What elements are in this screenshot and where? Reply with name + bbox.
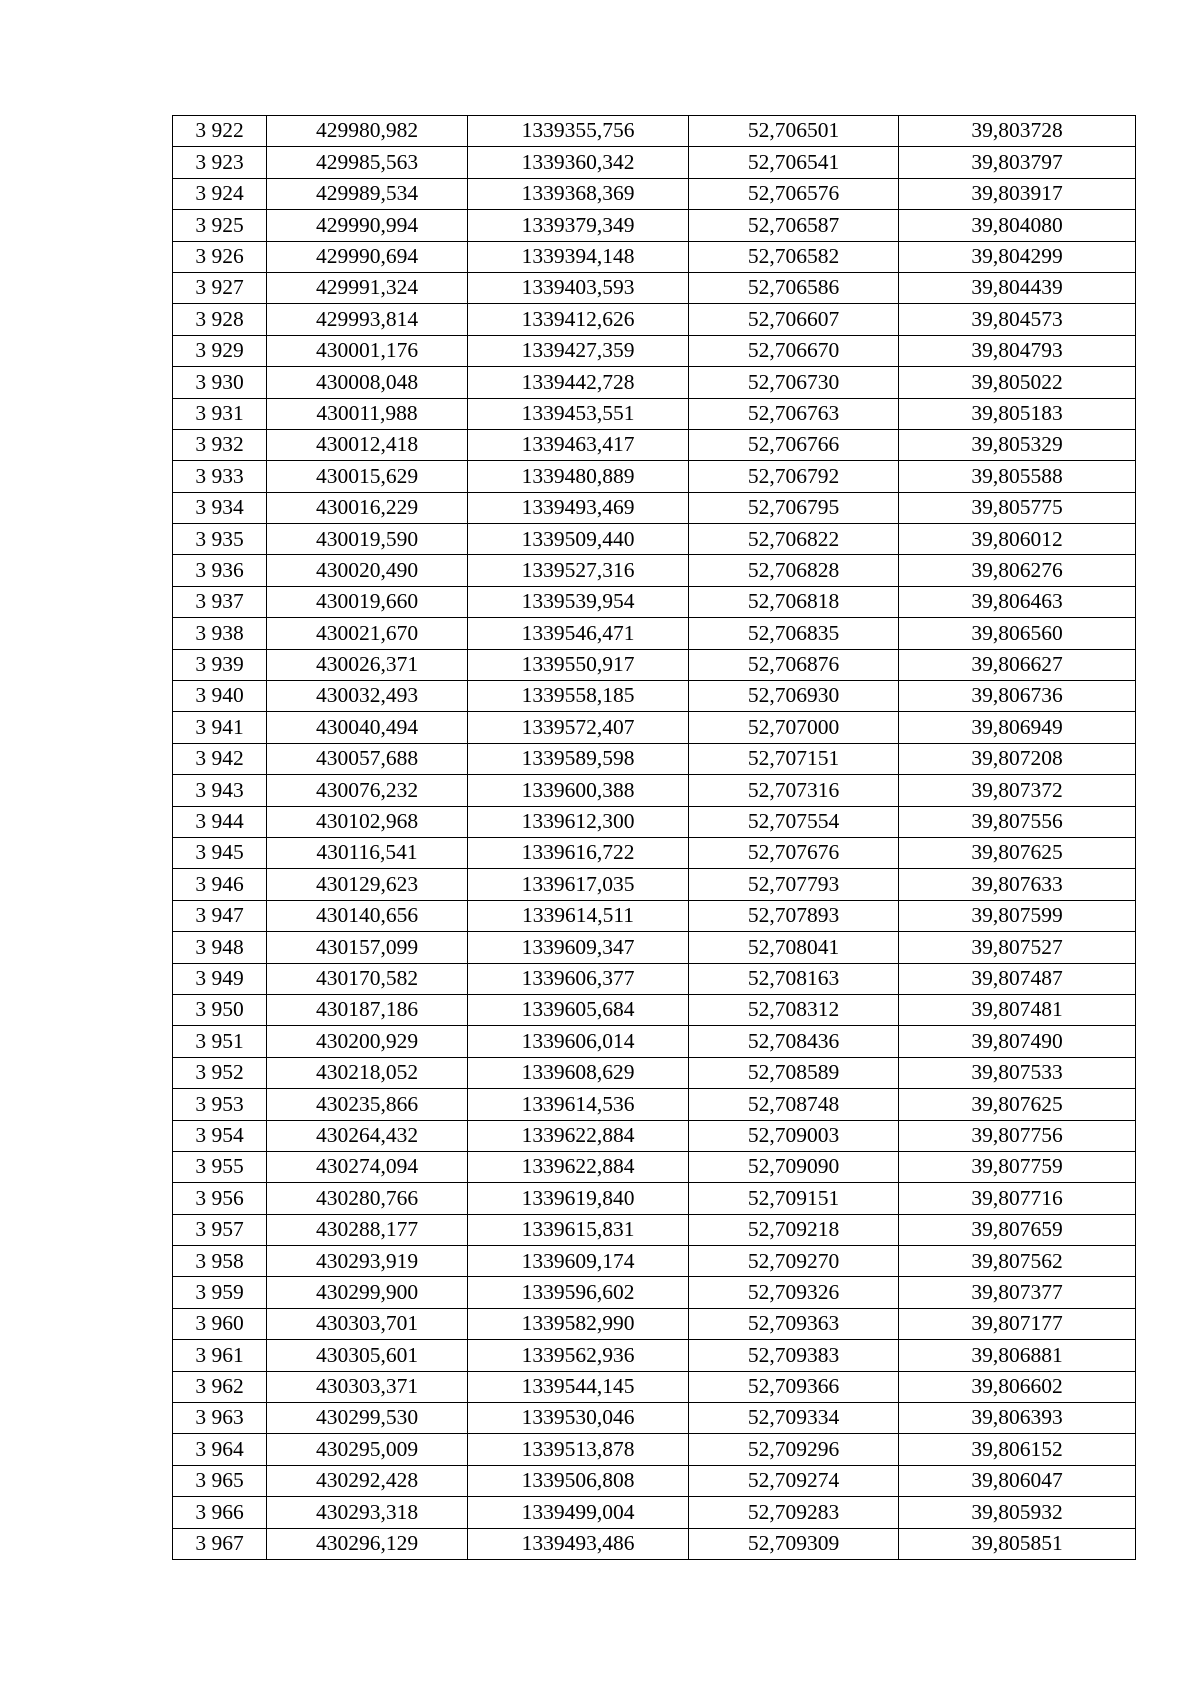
y-coordinate-cell: 1339612,300 — [468, 806, 689, 837]
latitude-cell: 52,709296 — [689, 1434, 899, 1465]
longitude-cell: 39,805851 — [899, 1528, 1136, 1559]
latitude-cell: 52,709090 — [689, 1151, 899, 1182]
longitude-cell: 39,807208 — [899, 743, 1136, 774]
latitude-cell: 52,709326 — [689, 1277, 899, 1308]
y-coordinate-cell: 1339544,145 — [468, 1371, 689, 1402]
y-coordinate-cell: 1339453,551 — [468, 398, 689, 429]
latitude-cell: 52,709003 — [689, 1120, 899, 1151]
x-coordinate-cell: 429985,563 — [267, 147, 468, 178]
x-coordinate-cell: 430264,432 — [267, 1120, 468, 1151]
latitude-cell: 52,708041 — [689, 932, 899, 963]
table-row — [173, 1434, 1136, 1465]
longitude-cell: 39,806736 — [899, 681, 1136, 712]
longitude-cell: 39,806881 — [899, 1340, 1136, 1371]
longitude-cell: 39,804080 — [899, 210, 1136, 241]
table-row — [173, 1214, 1136, 1245]
table-row — [173, 963, 1136, 994]
latitude-cell: 52,706607 — [689, 304, 899, 335]
longitude-cell: 39,807716 — [899, 1183, 1136, 1214]
point-number-cell: 3 958 — [173, 1246, 267, 1277]
latitude-cell: 52,706930 — [689, 681, 899, 712]
latitude-cell: 52,709334 — [689, 1403, 899, 1434]
longitude-cell: 39,803728 — [899, 116, 1136, 147]
point-number-cell: 3 957 — [173, 1214, 267, 1245]
x-coordinate-cell: 430057,688 — [267, 743, 468, 774]
latitude-cell: 52,706795 — [689, 492, 899, 523]
point-number-cell: 3 948 — [173, 932, 267, 963]
latitude-cell: 52,706876 — [689, 649, 899, 680]
point-number-cell: 3 942 — [173, 743, 267, 774]
y-coordinate-cell: 1339493,486 — [468, 1528, 689, 1559]
y-coordinate-cell: 1339622,884 — [468, 1151, 689, 1182]
longitude-cell: 39,806602 — [899, 1371, 1136, 1402]
table-row — [173, 272, 1136, 303]
longitude-cell: 39,807487 — [899, 963, 1136, 994]
longitude-cell: 39,807562 — [899, 1246, 1136, 1277]
table-row — [173, 1057, 1136, 1088]
longitude-cell: 39,805932 — [899, 1497, 1136, 1528]
longitude-cell: 39,807481 — [899, 994, 1136, 1025]
y-coordinate-cell: 1339582,990 — [468, 1308, 689, 1339]
table-row — [173, 116, 1136, 147]
point-number-cell: 3 961 — [173, 1340, 267, 1371]
longitude-cell: 39,807759 — [899, 1151, 1136, 1182]
table-row — [173, 1026, 1136, 1057]
table-row — [173, 492, 1136, 523]
y-coordinate-cell: 1339394,148 — [468, 241, 689, 272]
x-coordinate-cell: 429990,994 — [267, 210, 468, 241]
table-row — [173, 367, 1136, 398]
longitude-cell: 39,806276 — [899, 555, 1136, 586]
y-coordinate-cell: 1339609,347 — [468, 932, 689, 963]
x-coordinate-cell: 430170,582 — [267, 963, 468, 994]
longitude-cell: 39,805588 — [899, 461, 1136, 492]
longitude-cell: 39,803917 — [899, 178, 1136, 209]
y-coordinate-cell: 1339379,349 — [468, 210, 689, 241]
longitude-cell: 39,807372 — [899, 775, 1136, 806]
latitude-cell: 52,706835 — [689, 618, 899, 649]
table-row — [173, 1277, 1136, 1308]
table-row — [173, 241, 1136, 272]
x-coordinate-cell: 430140,656 — [267, 900, 468, 931]
point-number-cell: 3 934 — [173, 492, 267, 523]
table-row — [173, 618, 1136, 649]
point-number-cell: 3 960 — [173, 1308, 267, 1339]
point-number-cell: 3 952 — [173, 1057, 267, 1088]
y-coordinate-cell: 1339616,722 — [468, 837, 689, 868]
point-number-cell: 3 929 — [173, 335, 267, 366]
x-coordinate-cell: 430274,094 — [267, 1151, 468, 1182]
table-row — [173, 649, 1136, 680]
longitude-cell: 39,806949 — [899, 712, 1136, 743]
latitude-cell: 52,709270 — [689, 1246, 899, 1277]
x-coordinate-cell: 429990,694 — [267, 241, 468, 272]
y-coordinate-cell: 1339614,511 — [468, 900, 689, 931]
y-coordinate-cell: 1339530,046 — [468, 1403, 689, 1434]
latitude-cell: 52,707554 — [689, 806, 899, 837]
point-number-cell: 3 943 — [173, 775, 267, 806]
x-coordinate-cell: 430303,701 — [267, 1308, 468, 1339]
x-coordinate-cell: 430280,766 — [267, 1183, 468, 1214]
y-coordinate-cell: 1339600,388 — [468, 775, 689, 806]
y-coordinate-cell: 1339493,469 — [468, 492, 689, 523]
latitude-cell: 52,707151 — [689, 743, 899, 774]
table-row — [173, 178, 1136, 209]
x-coordinate-cell: 430129,623 — [267, 869, 468, 900]
x-coordinate-cell: 430102,968 — [267, 806, 468, 837]
latitude-cell: 52,708436 — [689, 1026, 899, 1057]
point-number-cell: 3 949 — [173, 963, 267, 994]
x-coordinate-cell: 430288,177 — [267, 1214, 468, 1245]
table-row — [173, 1089, 1136, 1120]
point-number-cell: 3 947 — [173, 900, 267, 931]
table-row — [173, 712, 1136, 743]
longitude-cell: 39,807527 — [899, 932, 1136, 963]
point-number-cell: 3 940 — [173, 681, 267, 712]
y-coordinate-cell: 1339589,598 — [468, 743, 689, 774]
table-row — [173, 1528, 1136, 1559]
table-row — [173, 837, 1136, 868]
longitude-cell: 39,807490 — [899, 1026, 1136, 1057]
y-coordinate-cell: 1339558,185 — [468, 681, 689, 712]
point-number-cell: 3 936 — [173, 555, 267, 586]
point-number-cell: 3 945 — [173, 837, 267, 868]
x-coordinate-cell: 430008,048 — [267, 367, 468, 398]
x-coordinate-cell: 429991,324 — [267, 272, 468, 303]
point-number-cell: 3 925 — [173, 210, 267, 241]
y-coordinate-cell: 1339506,808 — [468, 1465, 689, 1496]
latitude-cell: 52,709283 — [689, 1497, 899, 1528]
longitude-cell: 39,807599 — [899, 900, 1136, 931]
longitude-cell: 39,805329 — [899, 429, 1136, 460]
x-coordinate-cell: 430293,919 — [267, 1246, 468, 1277]
table-row — [173, 1120, 1136, 1151]
longitude-cell: 39,806393 — [899, 1403, 1136, 1434]
latitude-cell: 52,706541 — [689, 147, 899, 178]
longitude-cell: 39,807756 — [899, 1120, 1136, 1151]
x-coordinate-cell: 430299,900 — [267, 1277, 468, 1308]
x-coordinate-cell: 430235,866 — [267, 1089, 468, 1120]
longitude-cell: 39,804299 — [899, 241, 1136, 272]
y-coordinate-cell: 1339617,035 — [468, 869, 689, 900]
point-number-cell: 3 967 — [173, 1528, 267, 1559]
longitude-cell: 39,804573 — [899, 304, 1136, 335]
table-row — [173, 429, 1136, 460]
y-coordinate-cell: 1339619,840 — [468, 1183, 689, 1214]
x-coordinate-cell: 430292,428 — [267, 1465, 468, 1496]
point-number-cell: 3 955 — [173, 1151, 267, 1182]
longitude-cell: 39,807633 — [899, 869, 1136, 900]
x-coordinate-cell: 430016,229 — [267, 492, 468, 523]
point-number-cell: 3 941 — [173, 712, 267, 743]
longitude-cell: 39,806047 — [899, 1465, 1136, 1496]
latitude-cell: 52,706763 — [689, 398, 899, 429]
x-coordinate-cell: 430021,670 — [267, 618, 468, 649]
latitude-cell: 52,708163 — [689, 963, 899, 994]
point-number-cell: 3 950 — [173, 994, 267, 1025]
latitude-cell: 52,709218 — [689, 1214, 899, 1245]
point-number-cell: 3 928 — [173, 304, 267, 335]
latitude-cell: 52,709383 — [689, 1340, 899, 1371]
latitude-cell: 52,707893 — [689, 900, 899, 931]
table-row — [173, 1308, 1136, 1339]
latitude-cell: 52,709151 — [689, 1183, 899, 1214]
y-coordinate-cell: 1339368,369 — [468, 178, 689, 209]
table-row — [173, 1403, 1136, 1434]
table-row — [173, 775, 1136, 806]
y-coordinate-cell: 1339572,407 — [468, 712, 689, 743]
x-coordinate-cell: 430218,052 — [267, 1057, 468, 1088]
latitude-cell: 52,706792 — [689, 461, 899, 492]
latitude-cell: 52,706766 — [689, 429, 899, 460]
table-row — [173, 743, 1136, 774]
x-coordinate-cell: 430200,929 — [267, 1026, 468, 1057]
y-coordinate-cell: 1339360,342 — [468, 147, 689, 178]
longitude-cell: 39,805022 — [899, 367, 1136, 398]
longitude-cell: 39,803797 — [899, 147, 1136, 178]
point-number-cell: 3 946 — [173, 869, 267, 900]
x-coordinate-cell: 430001,176 — [267, 335, 468, 366]
longitude-cell: 39,805183 — [899, 398, 1136, 429]
x-coordinate-cell: 429993,814 — [267, 304, 468, 335]
latitude-cell: 52,706730 — [689, 367, 899, 398]
y-coordinate-cell: 1339539,954 — [468, 586, 689, 617]
x-coordinate-cell: 430020,490 — [267, 555, 468, 586]
point-number-cell: 3 954 — [173, 1120, 267, 1151]
y-coordinate-cell: 1339615,831 — [468, 1214, 689, 1245]
table-row — [173, 461, 1136, 492]
latitude-cell: 52,709366 — [689, 1371, 899, 1402]
latitude-cell: 52,706587 — [689, 210, 899, 241]
point-number-cell: 3 939 — [173, 649, 267, 680]
table-row — [173, 147, 1136, 178]
table-row — [173, 932, 1136, 963]
point-number-cell: 3 923 — [173, 147, 267, 178]
y-coordinate-cell: 1339527,316 — [468, 555, 689, 586]
latitude-cell: 52,708748 — [689, 1089, 899, 1120]
latitude-cell: 52,707676 — [689, 837, 899, 868]
latitude-cell: 52,706576 — [689, 178, 899, 209]
latitude-cell: 52,706586 — [689, 272, 899, 303]
y-coordinate-cell: 1339596,602 — [468, 1277, 689, 1308]
table-row — [173, 1497, 1136, 1528]
x-coordinate-cell: 430015,629 — [267, 461, 468, 492]
latitude-cell: 52,706501 — [689, 116, 899, 147]
x-coordinate-cell: 430295,009 — [267, 1434, 468, 1465]
latitude-cell: 52,706670 — [689, 335, 899, 366]
coordinates-table — [172, 115, 1136, 1560]
longitude-cell: 39,807625 — [899, 1089, 1136, 1120]
table-row — [173, 869, 1136, 900]
point-number-cell: 3 935 — [173, 524, 267, 555]
x-coordinate-cell: 430076,232 — [267, 775, 468, 806]
latitude-cell: 52,706822 — [689, 524, 899, 555]
latitude-cell: 52,709309 — [689, 1528, 899, 1559]
y-coordinate-cell: 1339427,359 — [468, 335, 689, 366]
table-row — [173, 806, 1136, 837]
y-coordinate-cell: 1339606,014 — [468, 1026, 689, 1057]
x-coordinate-cell: 430012,418 — [267, 429, 468, 460]
longitude-cell: 39,807625 — [899, 837, 1136, 868]
table-row — [173, 555, 1136, 586]
latitude-cell: 52,707793 — [689, 869, 899, 900]
table-row — [173, 994, 1136, 1025]
y-coordinate-cell: 1339609,174 — [468, 1246, 689, 1277]
y-coordinate-cell: 1339480,889 — [468, 461, 689, 492]
y-coordinate-cell: 1339546,471 — [468, 618, 689, 649]
point-number-cell: 3 932 — [173, 429, 267, 460]
y-coordinate-cell: 1339442,728 — [468, 367, 689, 398]
longitude-cell: 39,804439 — [899, 272, 1136, 303]
x-coordinate-cell: 430116,541 — [267, 837, 468, 868]
x-coordinate-cell: 430026,371 — [267, 649, 468, 680]
table-row — [173, 1371, 1136, 1402]
x-coordinate-cell: 429980,982 — [267, 116, 468, 147]
point-number-cell: 3 951 — [173, 1026, 267, 1057]
point-number-cell: 3 938 — [173, 618, 267, 649]
x-coordinate-cell: 430296,129 — [267, 1528, 468, 1559]
latitude-cell: 52,706818 — [689, 586, 899, 617]
point-number-cell: 3 924 — [173, 178, 267, 209]
table-row — [173, 681, 1136, 712]
y-coordinate-cell: 1339412,626 — [468, 304, 689, 335]
table-row — [173, 1340, 1136, 1371]
longitude-cell: 39,807659 — [899, 1214, 1136, 1245]
longitude-cell: 39,805775 — [899, 492, 1136, 523]
y-coordinate-cell: 1339550,917 — [468, 649, 689, 680]
table-row — [173, 304, 1136, 335]
x-coordinate-cell: 430019,590 — [267, 524, 468, 555]
longitude-cell: 39,807377 — [899, 1277, 1136, 1308]
latitude-cell: 52,708312 — [689, 994, 899, 1025]
y-coordinate-cell: 1339608,629 — [468, 1057, 689, 1088]
x-coordinate-cell: 429989,534 — [267, 178, 468, 209]
y-coordinate-cell: 1339605,684 — [468, 994, 689, 1025]
y-coordinate-cell: 1339509,440 — [468, 524, 689, 555]
y-coordinate-cell: 1339606,377 — [468, 963, 689, 994]
y-coordinate-cell: 1339403,593 — [468, 272, 689, 303]
table-row — [173, 524, 1136, 555]
x-coordinate-cell: 430187,186 — [267, 994, 468, 1025]
table-row — [173, 1151, 1136, 1182]
latitude-cell: 52,707000 — [689, 712, 899, 743]
y-coordinate-cell: 1339463,417 — [468, 429, 689, 460]
x-coordinate-cell: 430303,371 — [267, 1371, 468, 1402]
coordinates-table-body — [173, 116, 1136, 1560]
x-coordinate-cell: 430011,988 — [267, 398, 468, 429]
point-number-cell: 3 964 — [173, 1434, 267, 1465]
latitude-cell: 52,706828 — [689, 555, 899, 586]
x-coordinate-cell: 430293,318 — [267, 1497, 468, 1528]
point-number-cell: 3 959 — [173, 1277, 267, 1308]
latitude-cell: 52,707316 — [689, 775, 899, 806]
point-number-cell: 3 944 — [173, 806, 267, 837]
x-coordinate-cell: 430305,601 — [267, 1340, 468, 1371]
x-coordinate-cell: 430040,494 — [267, 712, 468, 743]
longitude-cell: 39,807177 — [899, 1308, 1136, 1339]
x-coordinate-cell: 430299,530 — [267, 1403, 468, 1434]
latitude-cell: 52,706582 — [689, 241, 899, 272]
point-number-cell: 3 966 — [173, 1497, 267, 1528]
table-row — [173, 1183, 1136, 1214]
y-coordinate-cell: 1339355,756 — [468, 116, 689, 147]
longitude-cell: 39,807556 — [899, 806, 1136, 837]
table-row — [173, 210, 1136, 241]
y-coordinate-cell: 1339513,878 — [468, 1434, 689, 1465]
longitude-cell: 39,806463 — [899, 586, 1136, 617]
point-number-cell: 3 953 — [173, 1089, 267, 1120]
table-row — [173, 335, 1136, 366]
point-number-cell: 3 933 — [173, 461, 267, 492]
longitude-cell: 39,807533 — [899, 1057, 1136, 1088]
table-row — [173, 1465, 1136, 1496]
table-row — [173, 398, 1136, 429]
y-coordinate-cell: 1339499,004 — [468, 1497, 689, 1528]
table-row — [173, 900, 1136, 931]
x-coordinate-cell: 430019,660 — [267, 586, 468, 617]
table-row — [173, 586, 1136, 617]
point-number-cell: 3 937 — [173, 586, 267, 617]
point-number-cell: 3 962 — [173, 1371, 267, 1402]
point-number-cell: 3 930 — [173, 367, 267, 398]
longitude-cell: 39,806560 — [899, 618, 1136, 649]
y-coordinate-cell: 1339622,884 — [468, 1120, 689, 1151]
longitude-cell: 39,806152 — [899, 1434, 1136, 1465]
longitude-cell: 39,804793 — [899, 335, 1136, 366]
y-coordinate-cell: 1339614,536 — [468, 1089, 689, 1120]
point-number-cell: 3 956 — [173, 1183, 267, 1214]
x-coordinate-cell: 430157,099 — [267, 932, 468, 963]
latitude-cell: 52,708589 — [689, 1057, 899, 1088]
point-number-cell: 3 965 — [173, 1465, 267, 1496]
point-number-cell: 3 931 — [173, 398, 267, 429]
point-number-cell: 3 963 — [173, 1403, 267, 1434]
latitude-cell: 52,709274 — [689, 1465, 899, 1496]
point-number-cell: 3 926 — [173, 241, 267, 272]
x-coordinate-cell: 430032,493 — [267, 681, 468, 712]
table-row — [173, 1246, 1136, 1277]
point-number-cell: 3 922 — [173, 116, 267, 147]
longitude-cell: 39,806627 — [899, 649, 1136, 680]
latitude-cell: 52,709363 — [689, 1308, 899, 1339]
longitude-cell: 39,806012 — [899, 524, 1136, 555]
point-number-cell: 3 927 — [173, 272, 267, 303]
y-coordinate-cell: 1339562,936 — [468, 1340, 689, 1371]
